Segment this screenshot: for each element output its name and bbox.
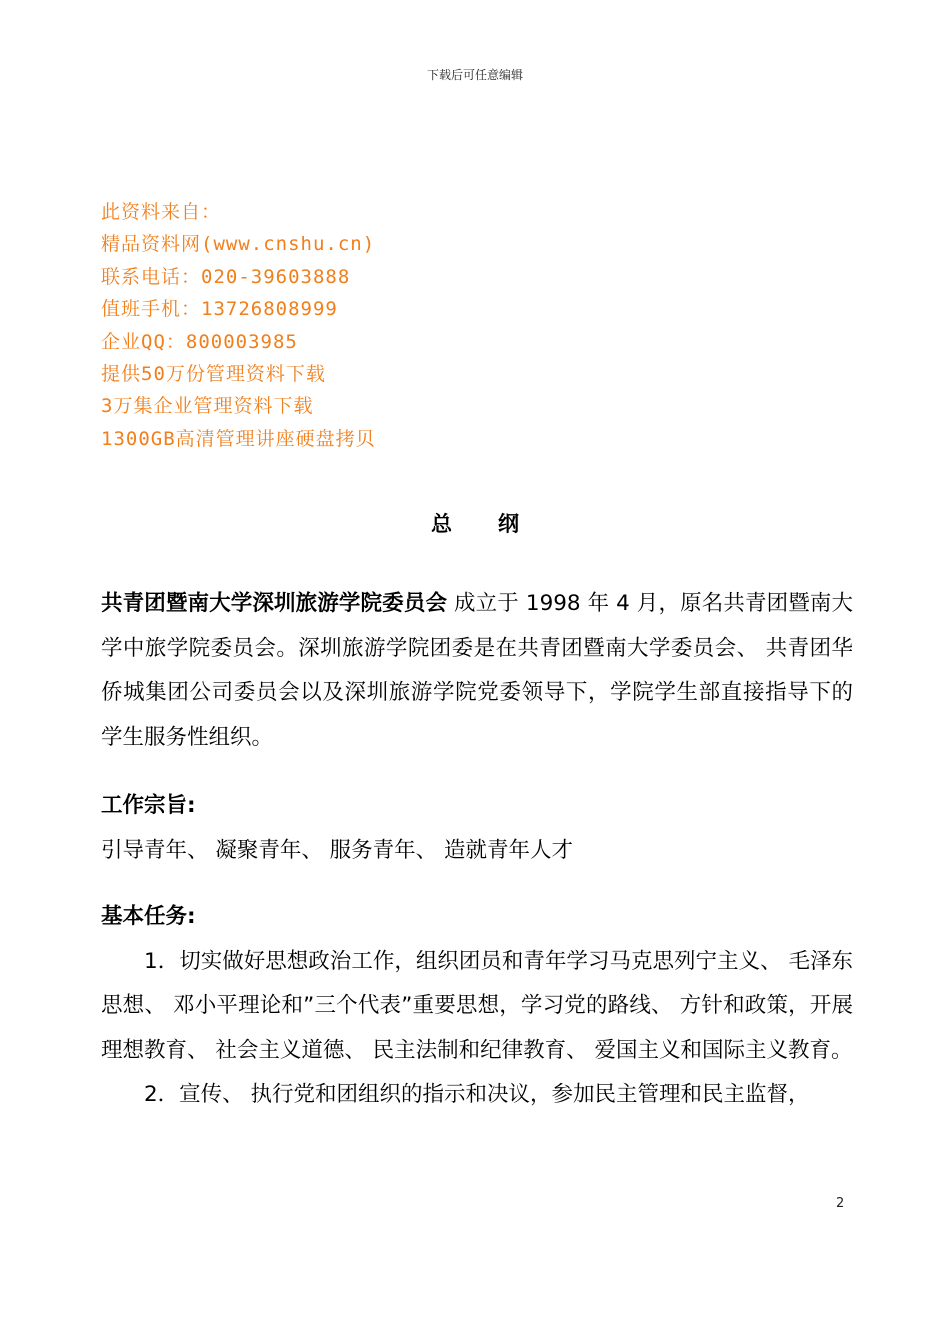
page-number: 2 (836, 1196, 845, 1211)
document-body (101, 582, 853, 1118)
purpose-text: 引导青年、 凝聚青年、 服务青年、 造就青年人才 (101, 837, 574, 863)
page-header: 下载后可任意编辑 (426, 68, 523, 82)
ad-line-source: 此资料来自： (101, 201, 222, 223)
org-name: 共青团暨南大学深圳旅游学院委员会 (101, 591, 448, 616)
intro-paragraph (101, 582, 853, 760)
ad-line-qq: 企业QQ：800003985 (101, 330, 298, 353)
task-item-1: 1．切实做好思想政治工作，组织团员和青年学习马克思列宁主义、 毛泽东思想、 邓小平理论和”三个代表”重要思想，学习党的路线、 方针和政策，开展理想教育、 社会主义道德、 民主法制和纪律教育、 爱国主义和国际主义教育。 (101, 948, 853, 1063)
ad-line-offer-2: 3万集企业管理资料下载 (101, 395, 314, 418)
ad-line-phone: 联系电话：020-39603888 (101, 265, 351, 288)
ad-line-offer-1: 提供50万份管理资料下载 (101, 363, 326, 386)
title-char-2: 纲 (498, 512, 519, 536)
ad-block (101, 196, 861, 455)
ad-line-website: 精品资料网(www.cnshu.cn) (101, 233, 376, 256)
ad-line-offer-3: 1300GB高清管理讲座硬盘拷贝 (101, 427, 376, 450)
title-char-1: 总 (431, 512, 452, 536)
task-item-2: 2．宣传、 执行党和团组织的指示和决议，参加民主管理和民主监督， (144, 1082, 810, 1107)
section-title (0, 508, 950, 538)
intro-text: 成立于 1998 年 4 月，原名共青团暨南大学中旅学院委员会。深圳旅游学院团委是在共青团暨南大学委员会、 共青团华侨城集团公司委员会以及深圳旅游学院党委领导下，学院学生部直接指导下的学生服务性组织。 (101, 591, 853, 750)
ad-line-mobile: 值班手机：13726808999 (101, 298, 338, 321)
tasks-heading: 基本任务: (101, 904, 196, 929)
purpose-heading: 工作宗旨: (101, 793, 196, 818)
